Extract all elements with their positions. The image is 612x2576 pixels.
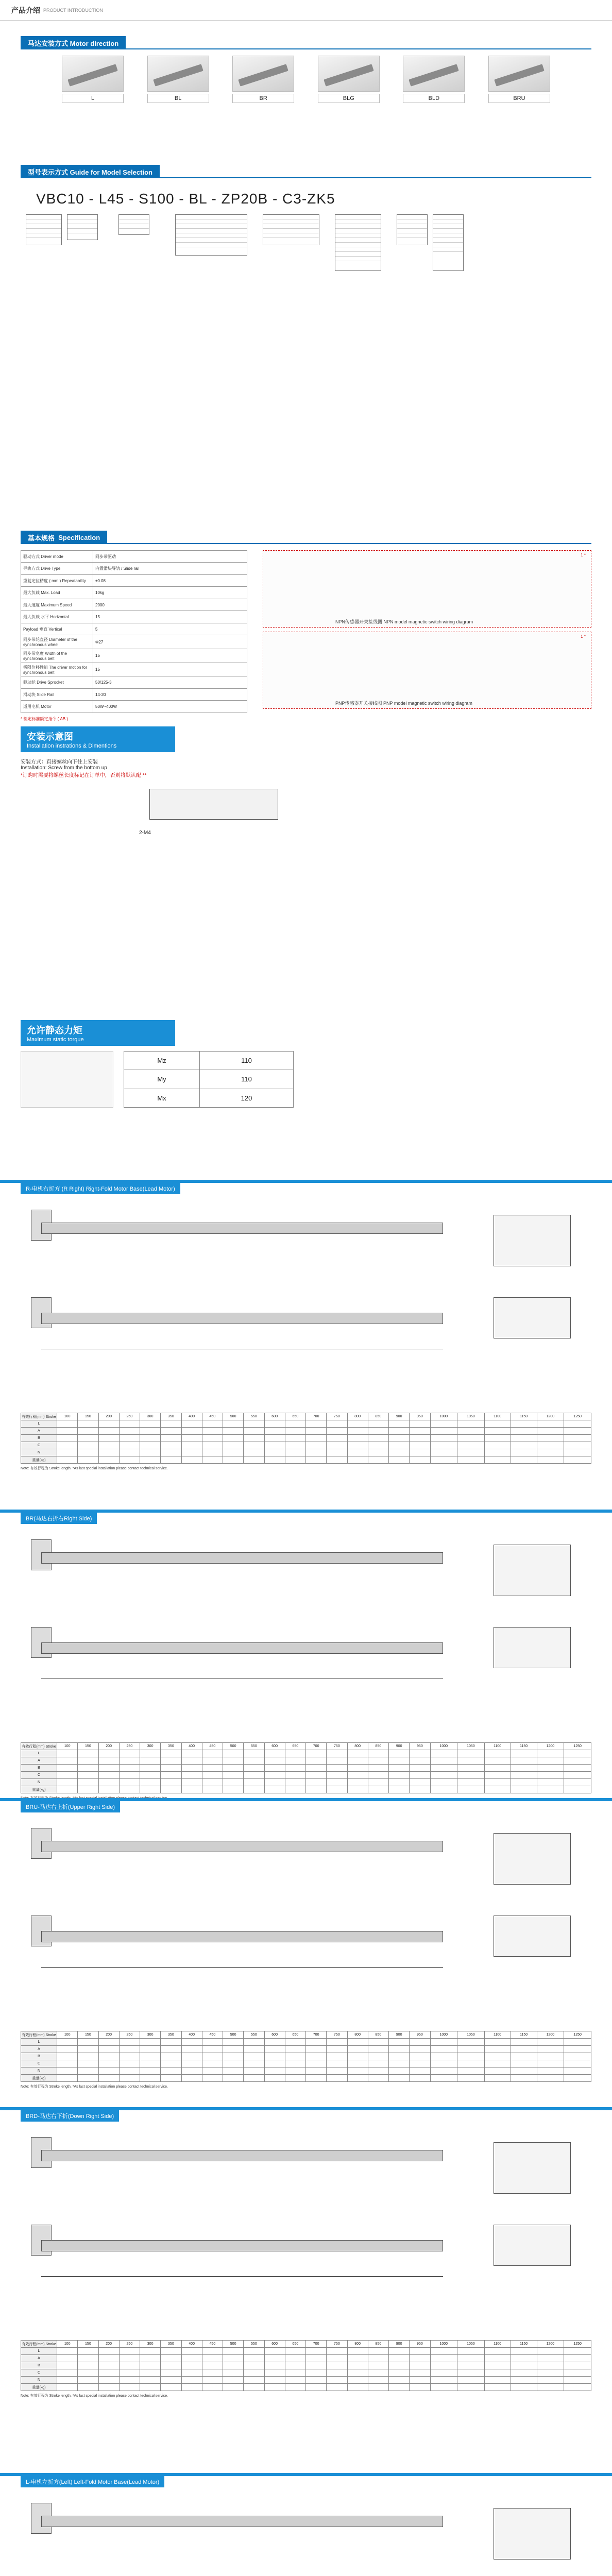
wiring-diagrams xyxy=(263,550,591,713)
torque-row: Mz 110 xyxy=(124,1052,294,1070)
section-view xyxy=(494,2508,571,2560)
motor-label: BR xyxy=(232,94,294,103)
spec-row: 最大速度 Maximum Speed 2000 xyxy=(21,599,247,611)
dimension-drawing xyxy=(21,1524,591,1740)
dimension-line xyxy=(41,2276,443,2277)
dimension-table: 有效行程(mm) Stroke 100 150 200 250 300 350 400 450 500 550 600 650 700 750 800 850 900 950 1000 1050 1100 1150 1200 1250 L A B C N 重量(kg) xyxy=(21,2031,591,2082)
torque-row: Mx 120 xyxy=(124,1089,294,1107)
motor-image xyxy=(318,56,380,92)
rail-top-view xyxy=(41,1841,443,1852)
rail-top-view xyxy=(41,1552,443,1564)
motor-label: L xyxy=(62,94,124,103)
legend-box xyxy=(67,214,98,240)
motor-image xyxy=(403,56,465,92)
dimension-table: 有效行程(mm) Stroke 100 150 200 250 300 350 400 450 500 550 600 650 700 750 800 850 900 950 1000 1050 1100 1150 1200 1250 L A B C N 重量(kg) xyxy=(21,2340,591,2391)
motor-direction-card xyxy=(62,56,124,103)
motor-direction-card xyxy=(488,56,550,103)
breadcrumb-cn: 产品介绍 xyxy=(11,6,40,14)
dimension-drawing xyxy=(21,1194,591,1411)
dimension-drawing xyxy=(21,1812,591,2029)
motor-image xyxy=(147,56,209,92)
dimension-drawing xyxy=(21,2122,591,2338)
breadcrumb-en: PRODUCT INTRODUCTION xyxy=(43,7,103,13)
spec-row: 导轨方式 Drive Type 内置滑块导轨 / Slide rail xyxy=(21,563,247,574)
spec-table xyxy=(21,550,247,713)
legend-box xyxy=(397,214,428,245)
section-view xyxy=(494,1215,571,1266)
dimension-title: BR(马达右折右Right Side) xyxy=(21,1513,97,1524)
npn-wiring-diagram: 1 * NPN传感器开关接线图 NPN model magnetic switch wiring diagram xyxy=(263,550,591,628)
legend-box xyxy=(175,214,247,256)
rail-top-view xyxy=(41,2150,443,2161)
spec-row: 重复定位精度 ( mm ) Repeatability ±0.08 xyxy=(21,574,247,586)
spec-row: 同步带轮直径 Diameter of the synchronous wheel Φ27 xyxy=(21,635,247,649)
spec-row: 最大负载 水平 Horizontal 15 xyxy=(21,611,247,623)
spec-row: 滑动块 Slide Rail 14-20 xyxy=(21,688,247,700)
end-view xyxy=(494,1297,571,1338)
spec-note: * 制定标准额定指令 ( AB ) xyxy=(21,717,69,721)
motor-direction-section xyxy=(0,36,612,103)
section-view xyxy=(494,2142,571,2194)
torque-title: 允许静态力矩 Maximum static torque xyxy=(21,1020,175,1046)
torque-table xyxy=(124,1051,294,1108)
dimension-table: 有效行程(mm) Stroke 100 150 200 250 300 350 400 450 500 550 600 650 700 750 800 850 900 950 1000 1050 1100 1150 1200 1250 L A B C N 重量(kg) xyxy=(21,1742,591,1793)
dimension-title: L-电机左折方(Left) Left-Fold Motor Base(Lead Motor) xyxy=(21,2476,164,2487)
dimension-table: 有效行程(mm) Stroke 100 150 200 250 300 350 400 450 500 550 600 650 700 750 800 850 900 950 1000 1050 1100 1150 1200 1250 L A B C N 重量(kg) xyxy=(21,1413,591,1464)
rail-side-view xyxy=(41,1642,443,1654)
end-view xyxy=(494,1627,571,1668)
spec-row: 最大负载 Max. Load 10kg xyxy=(21,587,247,599)
spec-row: 同步带宽度 Width of the synchronous belt 15 xyxy=(21,649,247,663)
spec-row: 驱动方式 Driver mode 同步带驱动 xyxy=(21,551,247,563)
motor-label: BL xyxy=(147,94,209,103)
install-title: 安装示意图 Installation instrations & Dimentions xyxy=(21,726,175,752)
spec-row: Payload 垂直 Vertical 5 xyxy=(21,623,247,635)
section-view xyxy=(494,1545,571,1596)
pnp-wiring-diagram: 1 * PNP传感器开关接线图 PNP model magnetic switch wiring diagram xyxy=(263,632,591,709)
model-selection-section xyxy=(0,165,612,277)
model-selection-title: 型号表示方式 Guide for Model Selection xyxy=(21,165,160,178)
legend-box xyxy=(433,214,464,271)
rail-top-view xyxy=(41,2516,443,2527)
motor-label: BRU xyxy=(488,94,550,103)
rail-side-view xyxy=(41,1931,443,1942)
model-code: VBC10 - L45 - S100 - BL - ZP20B - C3-ZK5 xyxy=(36,191,335,207)
dimension-line xyxy=(41,1967,443,1968)
motor-direction-card xyxy=(318,56,380,103)
rail-side-view xyxy=(41,1313,443,1324)
dimension-drawing xyxy=(21,2487,591,2576)
dimension-section: BRD-马达右下折(Down Right Side) 有效行程(mm) Stroke 100 150 200 250 300 350 400 450 500 550 600 650 700 750 800 850 900 950 1000 1050 1100 1150 1200 1250 L A B C N 重量(kg) Note: 有效行程为 Stroke length. *As last special installation please contact technical service. xyxy=(0,2107,612,2399)
motor-direction-list xyxy=(62,56,550,103)
end-view xyxy=(494,1916,571,1957)
section-view xyxy=(494,1833,571,1885)
model-code-legend xyxy=(21,211,591,273)
rail-top-view xyxy=(41,1223,443,1234)
motor-direction-card xyxy=(403,56,465,103)
dimension-section: R-电机右折方 (R Right) Right-Fold Motor Base(Lead Motor) 有效行程(mm) Stroke 100 150 200 250 300 350 400 450 500 550 600 650 700 750 800 850 900 950 1000 1050 1100 1150 1200 1250 L A B C N 重量(kg) Note: 有效行程为 Stroke length. *As last special installation please contact technical service. xyxy=(0,1180,612,1472)
torque-diagram xyxy=(21,1051,113,1108)
legend-box xyxy=(118,214,149,235)
legend-box xyxy=(26,214,62,245)
spec-row: 适用电机 Motor 50W~400W xyxy=(21,701,247,713)
motor-direction-card xyxy=(147,56,209,103)
breadcrumb xyxy=(0,0,612,21)
motor-image xyxy=(232,56,294,92)
dimension-section: BRU-马达右上折(Upper Right Side) 有效行程(mm) Stroke 100 150 200 250 300 350 400 450 500 550 600 650 700 750 800 850 900 950 1000 1050 1100 1150 1200 1250 L A B C N 重量(kg) Note: 有效行程为 Stroke length. *As last special installation please contact technical service. xyxy=(0,1798,612,2090)
motor-image xyxy=(488,56,550,92)
motor-direction-card xyxy=(232,56,294,103)
dimension-title: BRU-马达右上折(Upper Right Side) xyxy=(21,1801,120,1812)
motor-label: BLD xyxy=(403,94,465,103)
motor-direction-title: 马达安装方式 Motor direction xyxy=(21,36,126,49)
end-view xyxy=(494,2225,571,2266)
spec-row: 驱动轮 Drive Sprocket 50/125-3 xyxy=(21,676,247,688)
motor-label: BLG xyxy=(318,94,380,103)
spec-section xyxy=(0,531,612,725)
legend-box xyxy=(263,214,319,245)
spec-title: 基本规格 Specification xyxy=(21,531,107,544)
install-section: 安装示意图 Installation instrations & Dimentions 安装方式：直接螺丝向下往上安装 Installation: Screw from the bottom up *订购时需要将螺丝长度标记在订单中，否则将默认配 ** 2-M4 xyxy=(0,721,612,845)
rail-side-view xyxy=(41,2240,443,2251)
spec-row: 极限位移性能 The driver motion for synchronous belt 15 xyxy=(21,663,247,676)
motor-image xyxy=(62,56,124,92)
install-drawing: 2-M4 xyxy=(139,784,309,845)
dimension-section xyxy=(0,2473,612,2576)
dimension-title: R-电机右折方 (R Right) Right-Fold Motor Base(Lead Motor) xyxy=(21,1183,180,1194)
dimension-section: BR(马达右折右Right Side) 有效行程(mm) Stroke 100 150 200 250 300 350 400 450 500 550 600 650 700 750 800 850 900 950 1000 1050 1100 1150 1200 1250 L A B C N 重量(kg) Note: 有效行程为 Stroke length. *As last special installation please contact technical service. xyxy=(0,1510,612,1802)
torque-row: My 110 xyxy=(124,1070,294,1089)
legend-box xyxy=(335,214,381,271)
dimension-title: BRD-马达右下折(Down Right Side) xyxy=(21,2110,119,2122)
torque-section xyxy=(0,1015,612,1113)
